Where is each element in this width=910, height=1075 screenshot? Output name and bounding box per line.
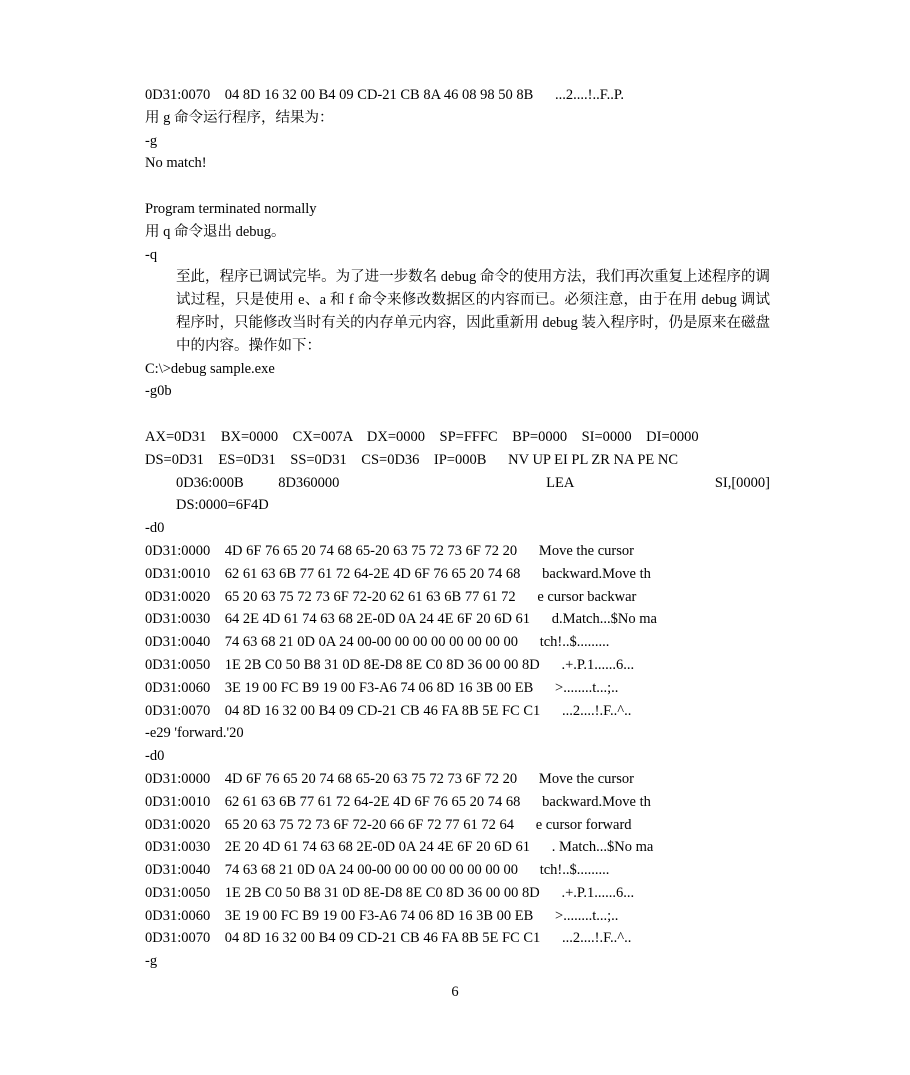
blank-line <box>145 403 770 426</box>
hex-dump-first <box>145 540 770 722</box>
hex-dump-line-top: 0D31:0070 04 8D 16 32 00 B4 09 CD-21 CB 8A 46 08 98 50 8B ...2....!..F..P. <box>145 87 624 103</box>
instruction-line <box>145 472 770 495</box>
command-d0-first: -d0 <box>145 520 165 537</box>
hex-dump-line: 0D31:0070 04 8D 16 32 00 B4 09 CD-21 CB 46 FA 8B 5E FC C1 ...2....!.F..^.. <box>145 702 632 719</box>
hex-dump-line: 0D31:0010 62 61 63 6B 77 61 72 64-2E 4D 6F 76 65 20 74 68 backward.Move th <box>145 565 651 582</box>
registers-line-1: AX=0D31 BX=0000 CX=007A DX=0000 SP=FFFC BP=0000 SI=0000 DI=0000 <box>145 428 699 445</box>
q-command-intro: 用 q 命令退出 debug。 <box>145 223 286 240</box>
hex-dump-line: 0D31:0010 62 61 63 6B 77 61 72 64-2E 4D 6F 76 65 20 74 68 backward.Move th <box>145 793 651 810</box>
command-e29: -e29 'forward.'20 <box>145 725 244 742</box>
command-load-program: C:\>debug sample.exe <box>145 360 275 377</box>
hex-dump-line: 0D31:0030 64 2E 4D 61 74 63 68 2E-0D 0A 24 4E 6F 20 6D 61 d.Match...$No ma <box>145 611 657 628</box>
hex-dump-line: 0D31:0020 65 20 63 75 72 73 6F 72-20 66 6F 72 77 61 72 64 e cursor forward <box>145 816 632 833</box>
g-command-intro: 用 g 命令运行程序，结果为： <box>145 109 334 126</box>
command-q: -q <box>145 246 158 263</box>
instruction-machine-code: 8D360000 <box>278 474 340 491</box>
registers-line-2: DS=0D31 ES=0D31 SS=0D31 CS=0D36 IP=000B NV UP EI PL ZR NA PE NC <box>145 451 679 468</box>
command-g-final: -g <box>145 953 158 970</box>
command-g: -g <box>145 132 158 149</box>
instruction-address: 0D36:000B <box>176 474 244 491</box>
page-number: 6 <box>451 984 459 1000</box>
hex-dump-second <box>145 768 770 950</box>
ds-value-line: DS:0000=6F4D <box>176 497 269 514</box>
command-g0b: -g0b <box>145 383 172 400</box>
hex-dump-line: 0D31:0020 65 20 63 75 72 73 6F 72-20 62 61 63 6B 77 61 72 e cursor backwar <box>145 588 637 605</box>
hex-dump-line: 0D31:0000 4D 6F 76 65 20 74 68 65-20 63 75 72 73 6F 72 20 Move the cursor <box>145 542 634 559</box>
instruction-mnemonic: LEA <box>546 474 575 491</box>
instruction-operand: SI,[0000] <box>714 474 770 491</box>
hex-dump-line: 0D31:0060 3E 19 00 FC B9 19 00 F3-A6 74 06 8D 16 3B 00 EB >........t...;.. <box>145 907 619 924</box>
hex-dump-line: 0D31:0070 04 8D 16 32 00 B4 09 CD-21 CB 46 FA 8B 5E FC C1 ...2....!.F..^.. <box>145 930 632 947</box>
output-terminated: Program terminated normally <box>145 200 317 217</box>
explanation-paragraph: 至此，程序已调试完毕。为了进一步数名 debug 命令的使用方法，我们再次重复上述程序的调试过程，只是使用 e、a 和 f 命令来修改数据区的内容而已。必须注意，由于在用 debug 调试程序时，只能修改当时有关的内存单元内容，因此重新用 debug 装入程序时，仍是原来在磁盘中的内容。操作如下： <box>176 269 770 354</box>
document-body <box>145 84 770 973</box>
blank-line <box>145 175 770 198</box>
hex-dump-line: 0D31:0040 74 63 68 21 0D 0A 24 00-00 00 00 00 00 00 00 00 tch!..$......... <box>145 862 610 879</box>
hex-dump-line: 0D31:0050 1E 2B C0 50 B8 31 0D 8E-D8 8E C0 8D 36 00 00 8D .+.P.1......6... <box>145 884 635 901</box>
hex-dump-line: 0D31:0000 4D 6F 76 65 20 74 68 65-20 63 75 72 73 6F 72 20 Move the cursor <box>145 770 634 787</box>
output-no-match: No match! <box>145 155 207 172</box>
hex-dump-line: 0D31:0060 3E 19 00 FC B9 19 00 F3-A6 74 06 8D 16 3B 00 EB >........t...;.. <box>145 679 619 696</box>
hex-dump-line: 0D31:0050 1E 2B C0 50 B8 31 0D 8E-D8 8E C0 8D 36 00 00 8D .+.P.1......6... <box>145 656 635 673</box>
command-d0-second: -d0 <box>145 748 165 765</box>
hex-dump-line: 0D31:0040 74 63 68 21 0D 0A 24 00-00 00 00 00 00 00 00 00 tch!..$......... <box>145 634 610 651</box>
hex-dump-line: 0D31:0030 2E 20 4D 61 74 63 68 2E-0D 0A 24 4E 6F 20 6D 61 . Match...$No ma <box>145 839 654 856</box>
